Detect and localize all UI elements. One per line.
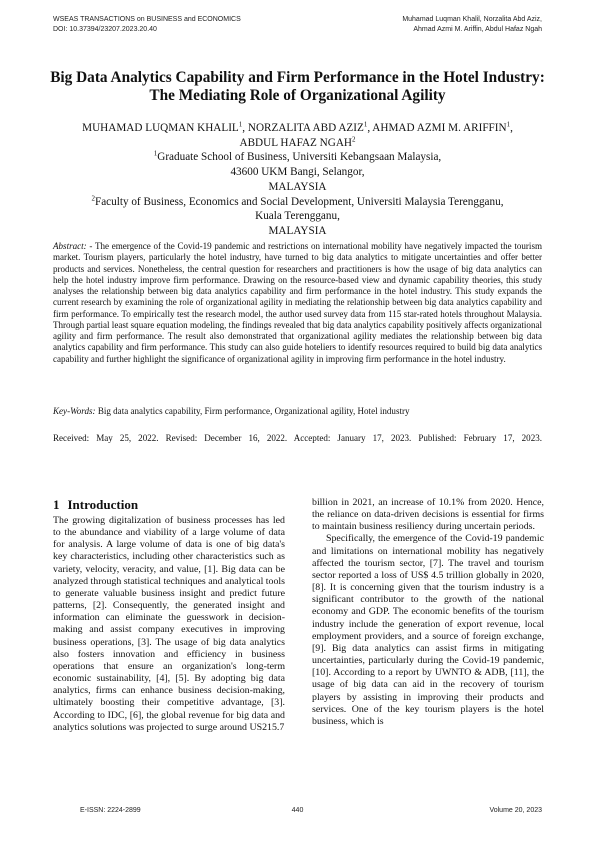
footer-volume: Volume 20, 2023 — [489, 807, 542, 814]
affiliation-country: MALAYSIA — [268, 224, 327, 237]
doi: DOI: 10.37394/23207.2023.20.40 — [53, 25, 157, 33]
section-number: 1 — [53, 497, 60, 512]
affiliation-name: Faculty of Business, Economics and Social Development, Universiti Malaysia Terengganu, — [94, 195, 504, 208]
header-authors-line2: Ahmad Azmi M. Ariffin, Abdul Hafaz Ngah — [413, 25, 542, 33]
section-heading — [53, 497, 285, 513]
affiliation-city: Kuala Terengganu, — [255, 210, 340, 223]
running-header-left — [53, 15, 241, 34]
left-column — [53, 497, 285, 734]
footer-page-number: 440 — [291, 807, 304, 814]
affiliation-name: Graduate School of Business, Universiti Kebangsaan Malaysia, — [157, 151, 442, 164]
affiliation-country: MALAYSIA — [268, 180, 327, 193]
keywords-label: Key-Words: — [53, 406, 96, 416]
author-name: NORZALITA ABD AZIZ — [247, 122, 364, 134]
affiliation-marker: 2 — [352, 134, 356, 143]
affiliation-marker: 1 — [238, 120, 243, 129]
author-name: MUHAMAD LUQMAN KHALIL — [82, 122, 239, 134]
section-title: Introduction — [67, 497, 139, 512]
body-paragraph: The growing digitalization of business processes has led to the abundance and viability of a large volume of data for analysis. A large volume of data is one of big data's key characteristics, including other characteristics such as variety, velocity, veracity, and value, [1]. Big data can be analyzed through statistical techniques and analytical tools to generate valuable business insight and predict future patterns, [2]. Consequently, the generated insight and information can eliminate the guesswork in decision-making and assist company executives in improving business operations, [3]. The usage of big data analytics also fosters innovation and efficiency in business operations that ensure an organization's long-term economic sustainability, [4], [5]. By adopting big data analytics, firms can enhance business decision-making, ultimately boosting their competitive advantage, [3]. According to IDC, [6], the global revenue for big data and analytics solutions was projected to surge around US215.7 — [53, 515, 285, 733]
right-column — [312, 497, 544, 728]
affiliation-1 — [40, 150, 555, 165]
affiliation-marker: 1 — [363, 120, 368, 129]
running-header-right — [402, 15, 542, 34]
publication-dates: Received: May 25, 2022. Revised: December 16, 2022. Accepted: January 17, 2023. Published: February 17, 2023. — [53, 433, 542, 443]
abstract-label: Abstract: — [53, 241, 87, 251]
keywords-text: Big data analytics capability, Firm performance, Organizational agility, Hotel industry — [95, 406, 410, 416]
keywords — [53, 406, 542, 417]
body-paragraph: billion in 2021, an increase of 10.1% from 2020. Hence, the reliance on data-driven decisions is essential for firms to maintain business resiliency during uncertain periods. — [312, 497, 544, 533]
author-list: MUHAMAD LUQMAN KHALIL$^1$, NORZALITA ABD AZIZ$^1$, AHMAD AZMI M. ARIFFIN$^1$, ABDUL HAFAZ NGAH$^2$ — [82, 120, 513, 149]
affiliation-city: 43600 UKM Bangi, Selangor, — [230, 166, 365, 179]
affiliation-2 — [40, 195, 555, 210]
abstract-text: - The emergence of the Covid-19 pandemic and restrictions on international mobility have negatively impacted the tourism market. Tourism players, particularly the hotel industry, have turned to big data analytics to mitigate uncertainties and offer better products and services. Nonetheless, the central question for researchers and practitioners is how the usage of big data analytics can help the hotel industry improve firm performance. Drawing on the resource-based view and dynamic capability theories, this study analyses the relationship between big data analytics capability and firm performance in the hotel industry. This study expands the current research by examining the role of organizational agility in mediating the relationship between big data analytics capability and firm performance. To empirically test the research model, the author used survey data from 115 star-rated hotels throughout Malaysia. Through partial least square equation modeling, the findings revealed that big data analytics capability positively affects organizational agility and firm performance. The result also demonstrated that organizational agility mediates the relationship between big data analytics capability and firm performance. This study can also guide hoteliers to identify resources required to build big data analytics capability and further highlight the significance of organizational agility in improving firm performance in the hotel industry. — [53, 241, 542, 364]
affiliation-marker: 1 — [506, 120, 511, 129]
paper-title: Big Data Analytics Capability and Firm Performance in the Hotel Industry: The Mediating Role of Organizational Agility — [50, 69, 545, 104]
affiliation-marker: 2 — [91, 193, 95, 202]
journal-name: WSEAS TRANSACTIONS on BUSINESS and ECONOMICS — [53, 16, 241, 23]
affiliation-marker: 1 — [153, 149, 158, 158]
header-authors-line1: Muhamad Luqman Khalil, Norzalita Abd Aziz, — [402, 16, 542, 23]
author-block — [40, 121, 555, 239]
footer-issn: E-ISSN: 2224-2899 — [80, 807, 141, 814]
author-name: ABDUL HAFAZ NGAH — [239, 136, 352, 149]
abstract — [53, 241, 542, 365]
author-name: AHMAD AZMI M. ARIFFIN — [372, 122, 507, 134]
body-paragraph: Specifically, the emergence of the Covid-19 pandemic and limitations on international mobility has negatively affected the tourism sector, [7]. The travel and tourism sector reported a loss of US$ 4.5 trillion globally in 2020, [8]. It is concerning given that the tourism industry is a significant contributor to the growth of the national economy and GDP. The economic benefits of the tourism industry include the generation of export revenue, local employment providers, and a source of foreign exchange, [9]. Big data analytics can assist firms in mitigating uncertainties, particularly during the Covid-19 pandemic, [10]. According to a report by UWNTO & ADB, [11], the usage of big data can aid in the recovery of tourism players by assisting in improving their products and services. One of the key tourism players is the hotel business, which is — [312, 533, 544, 727]
